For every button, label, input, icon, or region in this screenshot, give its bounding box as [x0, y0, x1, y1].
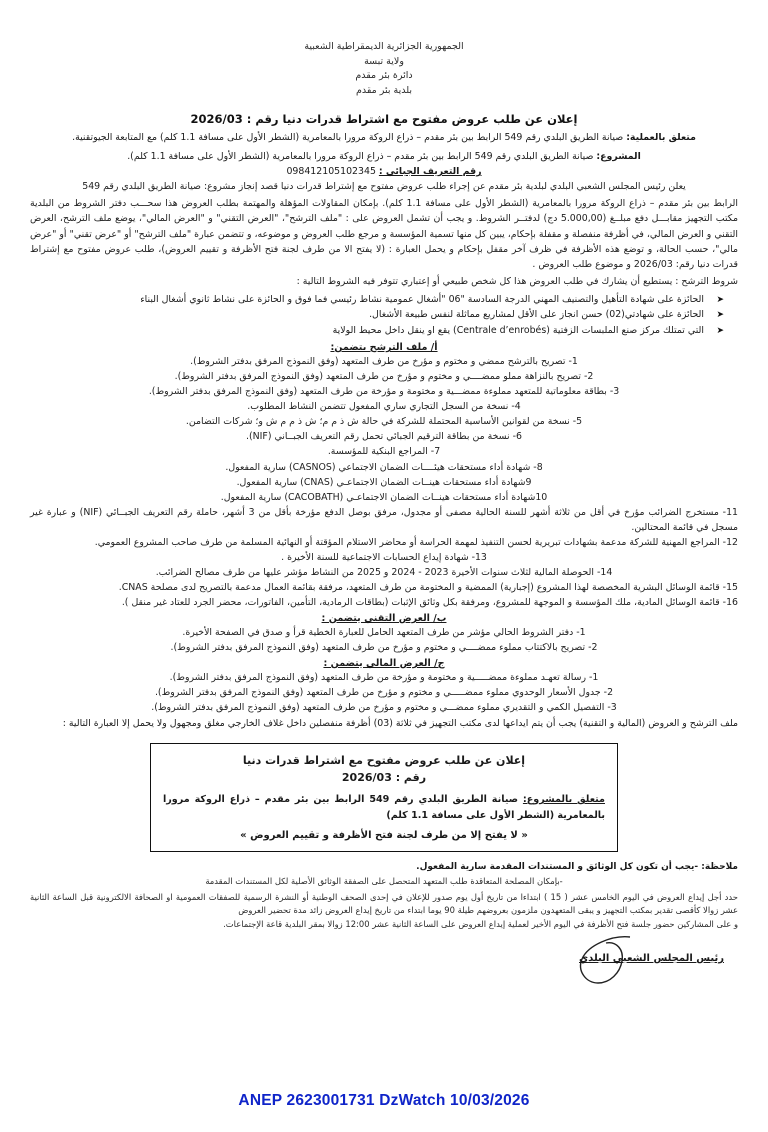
condition-item	[30, 293, 738, 308]
condition-text: الحائزة على شهادة التأهيل والتصنيف المهني الدرجة السادسة "06 "أشغال عمومية نشاط رئيسي فما فوق و الحائزة على نشاط ثانوي أشغال البناء	[140, 293, 704, 305]
section-b-heading: ب/ العرض التقني يتضمن :	[321, 612, 447, 624]
arrow-bullet-icon: ➤	[716, 310, 724, 321]
condition-text: التي تمتلك مركز صنع الملبسات الزفتية (Centrale d’enrobés) يقع او ينقل داخل محيط الولاية	[332, 325, 704, 337]
arrow-bullet-icon: ➤	[716, 294, 724, 305]
list-item: 14- الحوصلة المالية لثلاث سنوات الأخيرة 2023 - 2024 و 2025 من النشاط مؤشر عليها من طرف مصالح الضرائب.	[155, 566, 613, 578]
list-item: 3- التفصيل الكمي و التقديري مملوء ممضـــي و مختوم و مؤرخ من طرف المتعهد (وفق النموذج المرفق بدفتر الشروط).	[151, 702, 617, 714]
conditions-list	[30, 293, 738, 340]
signature-title: رئيس المجلس الشعبي البلدي	[579, 953, 724, 965]
intro-paragraph-2: الرابط بين بئر مقدم – ذراع الروكة مرورا بالمعامرية (الشطر الأول على مسافة 1.1 كلم). بإمكان المقاولات المؤهلة والمهتمة بطلب العروض هذا سحـــب دفتر الشروط من البلدية مكتب التجهيز مقابـــل دفع مبلــغ (5.000,00 دج) لدفتــر الشروط. و يجب أن تشمل العروض على : "ملف الترشح"، "العرض التقني" و "العرض المالي"، يوضع ملف الترشح، العرض التقني و العرض المالي، في أظرفة منفصلة و مقفلة بإحكام، يبين كل منها تسمية المؤسسة و مرجع طلب العروض و موضوعه، و تتضمن عبارة "ملف الترشح" أو "عرض تقني" أو "عرض مالي"، حسب الحالة، و توضع هذه الأظرفة في ظرف آخر مقفل بإحكام و يحمل العبارة : (لا يفتح الا من طرف لجنة فتح الأظرفة و تقييم العروض)، طلب عروض مفتوح مع إشتراط قدرات دنيا رقم: 2026/03 و موضوع طلب العروض .	[30, 198, 739, 271]
operation-text: صيانة الطريق البلدي رقم 549 الرابط بين بئر مقدم – ذراع الروكة مرورا بالمعامرية (الشطر الأول على مسافة 1.1 كلم) مع المتابعة الجيوتقنية.	[72, 131, 624, 143]
list-item: 12- المراجع المهنية للشركة مدعمة بشهادات تبريرية لحسن التنفيذ لمهمة الحراسة أو محاضر الاستلام المؤقتة أو النهائية المسلمة من طرف صاحب المشروع العمومي.	[94, 536, 738, 548]
nif-label: رقم التعريف الجبائي :	[378, 165, 482, 177]
header-republic: الجمهورية الجزائرية الديمقراطية الشعبية	[304, 41, 464, 52]
list-item: 5- نسخة من لقوانين الأساسية المحتملة للشركة في حالة ش ذ م م؛ ش ذ م م ش و؛ شركات التضامن.	[185, 416, 583, 428]
list-item: 1- تصريح بالترشح ممضي و مختوم و مؤرخ من طرف المتعهد (وفق النموذج المرفق بدفتر الشروط).	[190, 356, 578, 368]
header-baladiya: بلدية بئر مقدم	[355, 85, 413, 97]
list-item: 13- شهادة إيداع الحسابات الاجتماعية للسنة الأخيرة .	[281, 551, 487, 563]
project-line	[30, 149, 738, 164]
list-item: 4- نسخة من السجل التجاري ساري المفعول تتضمن النشاط المطلوب.	[247, 401, 521, 413]
project-label: المشروع:	[596, 150, 641, 162]
header-wilaya: ولاية تبسة	[364, 55, 404, 67]
list-item: 8- شهادة أداء مستحقات هيئــــات الضمان الاجتماعي (CASNOS) سارية المفعول.	[225, 461, 543, 473]
intro-paragraph-1: يعلن رئيس المجلس الشعبي البلدي لبلدية بئر مقدم عن إجراء طلب عروض مفتوح مع إشتراط قدرات دنيا قصد إنجاز مشروع: صيانة الطريق البلدي رقم 549	[82, 180, 686, 192]
operation-line	[30, 130, 738, 145]
condition-item	[30, 308, 738, 323]
list-item: 2- جدول الأسعار الوحدوي مملوء ممضـــــي و مختوم و مؤرخ من طرف المتعهد (وفق النموذج المرفق بدفتر الشروط).	[154, 687, 614, 699]
section-c-heading: ج/ العرض المالي يتضمن :	[323, 658, 445, 670]
list-item: 15- قائمة الوسائل البشرية المخصصة لهذا المشروع (إجبارية) الممضية و المختومة من طرف المتعهد، مرفقة بقائمة العمال مدعمة بالتصريح لدى مصلحة CNAS.	[118, 581, 738, 593]
framed-quote: « لا يفتح إلا من طرف لجنة فتح الأظرفة و تقييم العروض »	[240, 830, 528, 842]
section-a-heading: أ/ ملف الترشح يتضمن:	[330, 342, 438, 354]
list-item: 3- بطاقة معلوماتية للمتعهد مملوءة ممضـــية و مختومة و مؤرخة من طرف المتعهد (وفق النموذج المرفق بدفتر الشروط).	[148, 386, 620, 398]
list-item: 9شهادة أداء مستحقات هينــات الضمان الاجتماعـي (CNAS) سارية المفعول.	[236, 476, 532, 488]
operation-label: متعلق بالعملية:	[626, 131, 696, 143]
footnote-label	[30, 861, 738, 875]
footnote-label-text: ملاحظة:	[701, 862, 738, 873]
framed-subject-label: متعلق بالمشروع:	[522, 794, 605, 806]
nif-value: 09841210510​2345	[286, 165, 376, 177]
nif-line	[30, 166, 738, 177]
footnotes	[30, 861, 738, 931]
project-text: صيانة الطريق البلدي رقم 549 الرابط بين بئر مقدم – ذراع الروكة مرورا بالمعامرية (الشطر الأول على مسافة 1.1 كلم).	[127, 150, 594, 162]
list-item: 10شهادة أداء مستحقات هينــات الضمان الاجتماعـي (CACOBATH) سارية المفعول.	[220, 491, 548, 503]
arrow-bullet-icon: ➤	[716, 326, 724, 337]
footnote-line-4: و على المشاركين حضور جلسة فتح الأظرفة في اليوم الأخير لعملية إيداع العروض على الساعة الثانية عشر 12:00 زوالا بمقر البلدية قاعة الإجتماعات.	[223, 918, 738, 929]
list-item: 1- دفتر الشروط الحالي مؤشر من طرف المتعهد الحامل للعبارة الخطية قرأ و صدق في الصفحة الأخيرة.	[182, 626, 586, 638]
section-c-list	[30, 670, 738, 715]
footnote-line-1: -يجب أن تكون كل الوثائق و المستندات المقدمة سارية المفعول.	[416, 862, 699, 873]
envelope-label-box	[150, 743, 618, 852]
list-item: 7- المراجع البنكية للمؤسسة.	[327, 446, 441, 458]
section-a-list	[30, 354, 738, 610]
anep-footer: ANEP 2623001731 DzWatch 10/03/2026	[238, 1092, 530, 1109]
footnote-line-2: -بإمكان المصلحة المتعاقدة طلب المتعهد المتحصل على الصفقة الوثائق الأصلية لكل المستندات المقدمة	[205, 876, 563, 887]
envelope-note: ملف الترشح و العروض (المالية و التقنية) يجب أن يتم ايداعها لدى مكتب التجهيز في ثلاثة (03) أظرفة منفصلين داخل غلاف الخارجي مغلق ومجهول ولا يحمل إلا العبارة التالية :	[62, 718, 738, 730]
conditions-heading: شروط الترشح : يستطيع أن يشارك في طلب العروض هذا كل شخص طبيعي أو إعتباري تتوفر فيه الشروط التالية :	[296, 276, 738, 288]
framed-subject	[163, 792, 605, 823]
header-daira: دائرة بئر مقدم	[355, 70, 413, 82]
framed-title: إعلان عن طلب عروض مفتوح مع اشتراط قدرات دنيا	[242, 754, 526, 768]
section-b-list	[30, 625, 738, 655]
list-item: 16- قائمة الوسائل المادية، ملك المؤسسة و الموجهة للمشروع، ومرفقة بكل وثائق الإثبات (بطاقات الرمادية، التأمين، الفاتورات، محضر الجرد للعتاد غير منقل ).	[121, 596, 738, 608]
list-item: 1- رسالة تعهـد مملوءة ممضـــــية و مختومة و مؤرخة من طرف المتعهد (وفق النموذج المرفق بدفتر الشروط).	[169, 672, 599, 684]
framed-number: رقم : 2026/03	[341, 770, 427, 784]
list-item: 2- تصريح بالاكتتاب مملوء ممضــــي و مختوم و مؤرخ من طرف المتعهد (وفق النموذج المرفق بدفتر الشروط).	[170, 642, 598, 654]
list-item: 2- تصريح بالنزاهة مملو ممضــــي و مختوم و مؤرخ من طرف المتعهد (وفق النموذج المرفق بدفتر الشروط).	[174, 371, 594, 383]
document-header	[30, 40, 738, 99]
list-item: 6- نسخة من بطاقة الترقيم الجبائي تحمل رقم التعريف الجبــاني (NIF).	[246, 431, 522, 443]
signature-area	[30, 939, 738, 985]
list-item: 11- مستخرج الضرائب مؤرخ في أقل من ثلاثة أشهر للسنة الحالية مصفى أو مجدول، مرفق بوصل الدفع مؤرخة بأقل من 3 أشهر، حاملة رقم التعريف الجبــائي (NIF) و عبارة غير مسجل في قائمة المحتالين.	[30, 506, 738, 533]
condition-text: الحائزة على شهادتي(02) حسن انجاز على الأقل لمشاريع مماثلة لنفس طبيعة الأشغال.	[369, 309, 704, 321]
footnote-line-3: حدد أجل إيداع العروض في اليوم الخامس عشر ( 15 ) ابتداءا من تاريخ أول يوم صدور للإعلان في إحدى الصحف الوطنية أو النشرة الرسمية للصفقات العمومية او الصحافة الالكترونية قبل الساعة الثانية عشر زوالا كأقصى تقدير بمكتب التجهيز و يبقى المتعهدون ملزمون بعروضهم طيلة 90 يوما ابتداء من تاريخ إيداع العروض زائد مدة تحضير العروض	[30, 891, 738, 916]
condition-item	[30, 324, 738, 339]
page-title: إعلان عن طلب عروض مفتوح مع اشتراط قدرات دنيا رقم : 2026/03	[190, 111, 578, 126]
framed-subject-text: صيانة الطريق البلدي رقم 549 الرابط بين بئر مقدم – ذراع الروكة مرورا بالمعامرية (الشطر الأول على مسافة 1.1 كلم)	[163, 794, 605, 821]
